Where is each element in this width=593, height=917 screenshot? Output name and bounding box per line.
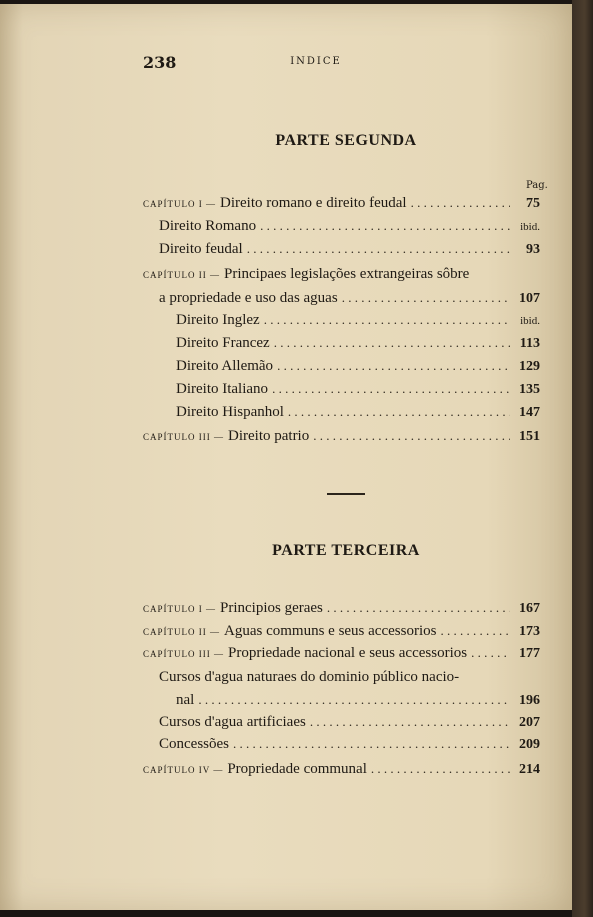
- chapter-label: CAPÍTULO III —: [143, 649, 224, 659]
- entry-text: Cursos d'agua artificiaes: [159, 714, 306, 730]
- toc-entry: [143, 266, 540, 289]
- book-page: [0, 4, 572, 910]
- toc-entry: [143, 600, 540, 623]
- leader-dots: [342, 290, 510, 306]
- entry-text: Aguas communs e seus accessorios: [224, 623, 437, 639]
- entry-page: 209: [519, 737, 540, 752]
- toc-entry: [176, 381, 540, 404]
- entry-text: Direito romano e direito feudal: [220, 195, 407, 211]
- toc-entry: [159, 290, 540, 313]
- entry-page: 113: [519, 336, 540, 351]
- chapter-label: CAPÍTULO III —: [143, 432, 224, 442]
- entry-page: 151: [519, 429, 540, 444]
- entry-text: Concessões: [159, 736, 229, 752]
- entry-page: 75: [526, 196, 540, 211]
- entry-page: 214: [519, 762, 540, 777]
- entry-text: Propriedade nacional e seus accessorios: [228, 645, 468, 661]
- entry-page: 93: [526, 242, 540, 257]
- entry-text: Direito Hispanhol: [176, 404, 284, 420]
- chapter-label: CAPÍTULO II —: [143, 270, 220, 280]
- pag-column-label: Pag.: [526, 180, 548, 191]
- entry-page: 147: [519, 405, 540, 420]
- leader-dots: [327, 600, 510, 616]
- leader-dots: [313, 428, 510, 444]
- page-number: 238: [143, 53, 177, 72]
- toc-entry: [176, 312, 540, 335]
- entry-text: Direito Allemão: [176, 358, 274, 374]
- entry-page: ibid.: [520, 315, 540, 327]
- leader-dots: [198, 692, 510, 708]
- entry-page: 207: [519, 715, 540, 730]
- running-title: INDICE: [290, 56, 342, 67]
- toc-entry: [176, 404, 540, 427]
- leader-dots: [288, 404, 510, 420]
- entry-page: ibid.: [520, 221, 540, 233]
- chapter-label: CAPÍTULO IV —: [143, 765, 224, 775]
- entry-page: 167: [519, 601, 540, 616]
- section-divider: [327, 493, 365, 495]
- leader-dots: [371, 761, 510, 777]
- leader-dots: [277, 358, 510, 374]
- entry-page: 135: [519, 382, 540, 397]
- entry-text: Direito Francez: [176, 335, 270, 351]
- entry-page: 173: [519, 624, 540, 639]
- chapter-label: CAPÍTULO I —: [143, 604, 216, 614]
- leader-dots: [272, 381, 510, 397]
- entry-page: 196: [519, 693, 540, 708]
- entry-text: Propriedade communal: [227, 761, 367, 777]
- leader-dots: [310, 714, 510, 730]
- entry-text: Direito feudal: [159, 241, 243, 257]
- entry-page: 177: [519, 646, 540, 661]
- toc-entry: [176, 692, 540, 715]
- entry-text: Direito patrio: [228, 428, 310, 444]
- leader-dots: [247, 241, 510, 257]
- toc-entry: [143, 195, 540, 218]
- entry-page: 107: [519, 291, 540, 306]
- toc-entry: [176, 358, 540, 381]
- toc-entry: [143, 761, 540, 784]
- entry-text: Cursos d'agua naturaes do dominio público nacio-: [159, 669, 460, 685]
- toc-entry: [159, 218, 540, 241]
- entry-text: Direito Inglez: [176, 312, 260, 328]
- chapter-label: CAPÍTULO I —: [143, 199, 216, 209]
- leader-dots: [274, 335, 510, 351]
- book-spine-edge: [572, 0, 593, 917]
- toc-entry: [143, 623, 540, 646]
- toc-entry: [159, 736, 540, 759]
- entry-text: a propriedade e uso das aguas: [159, 290, 338, 306]
- entry-text: Principaes legislações extrangeiras sôbre: [224, 266, 470, 282]
- entry-text: Direito Italiano: [176, 381, 269, 397]
- section-title-parte-terceira: PARTE TERCEIRA: [272, 542, 420, 559]
- section-title-parte-segunda: PARTE SEGUNDA: [275, 132, 417, 149]
- leader-dots: [471, 645, 510, 661]
- leader-dots: [440, 623, 510, 639]
- entry-text: Principios geraes: [220, 600, 323, 616]
- entry-text: Direito Romano: [159, 218, 257, 234]
- leader-dots: [264, 312, 510, 328]
- chapter-label: CAPÍTULO II —: [143, 627, 220, 637]
- leader-dots: [411, 195, 510, 211]
- toc-entry: [143, 645, 540, 668]
- entry-text: nal: [176, 692, 195, 708]
- toc-entry: [159, 241, 540, 264]
- page-header: [0, 53, 572, 73]
- toc-entry: [176, 335, 540, 358]
- leader-dots: [260, 218, 510, 234]
- leader-dots: [233, 736, 510, 752]
- toc-entry: [143, 428, 540, 451]
- toc-entry: [159, 714, 540, 737]
- entry-page: 129: [519, 359, 540, 374]
